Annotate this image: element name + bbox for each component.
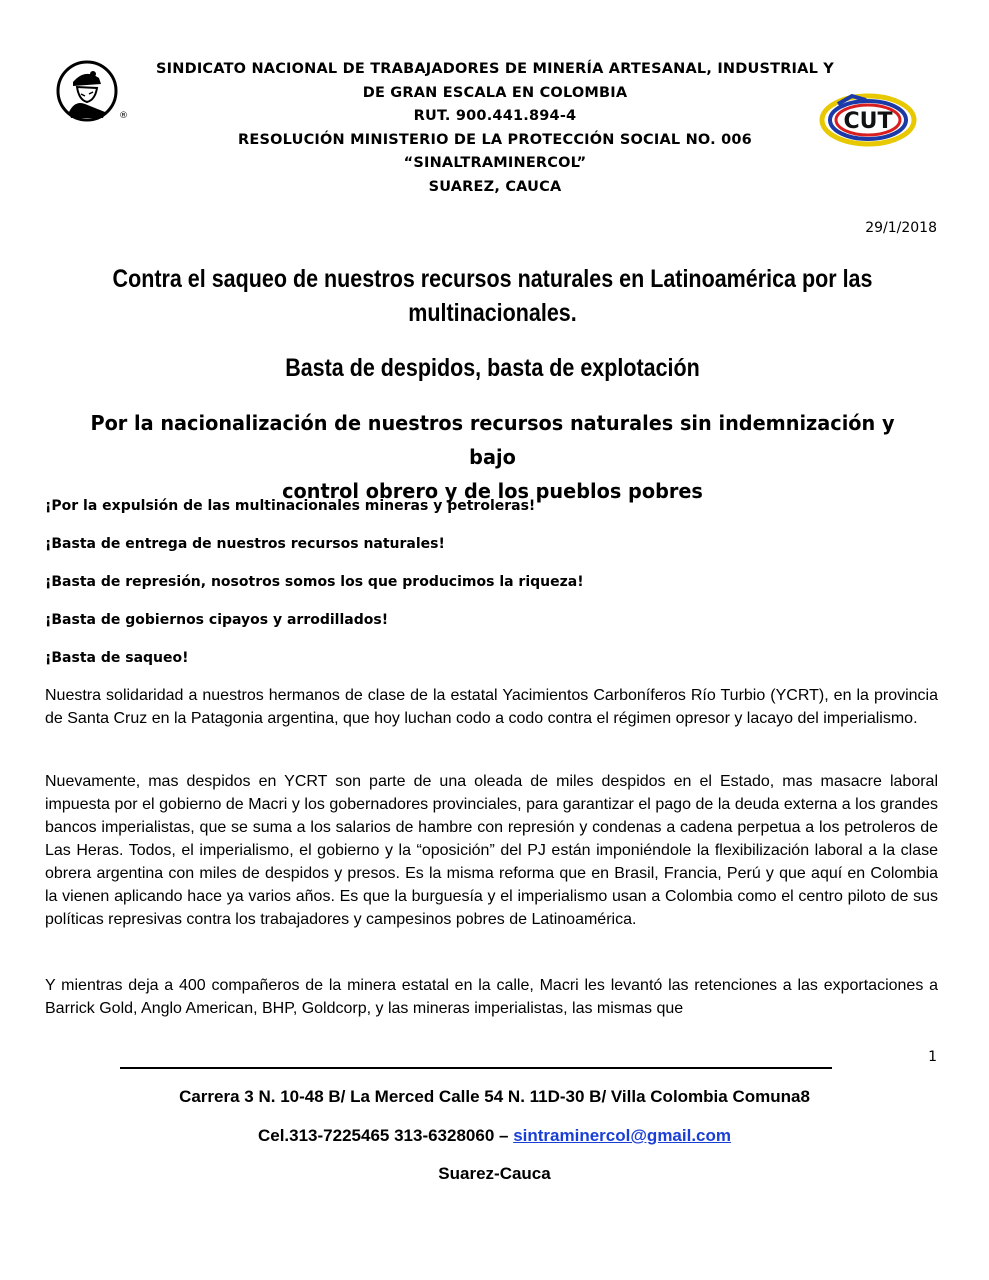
- body-paragraph: Nuestra solidaridad a nuestros hermanos de clase de la estatal Yacimientos Carboníferos Río Turbio (YCRT), en la provincia de Santa Cruz en la Patagonia argentina, que hoy luchan codo a codo contra el régimen opresor y lacayo del imperialismo.: [45, 687, 938, 727]
- union-name-line2: DE GRAN ESCALA EN COLOMBIA: [362, 84, 628, 101]
- main-title: [103, 262, 881, 330]
- slogan-item: ¡Basta de saqueo!: [45, 650, 189, 666]
- union-acronym: “SINALTRAMINERCOL”: [403, 155, 587, 171]
- page-number: 1: [928, 1049, 937, 1065]
- slogan-item: ¡Basta de represión, nosotros somos los que producimos la riqueza!: [45, 574, 584, 590]
- cut-logo-text: CUT: [843, 109, 893, 134]
- union-name-line1: SINDICATO NACIONAL DE TRABAJADORES DE MINERÍA ARTESANAL, INDUSTRIAL Y: [156, 61, 834, 77]
- subtitle: [72, 406, 913, 508]
- footer-address: Carrera 3 N. 10-48 B/ La Merced Calle 54 N. 11D-30 B/ Villa Colombia Comuna8: [179, 1087, 810, 1106]
- document-date: 29/1/2018: [865, 220, 937, 236]
- resolution-line: RESOLUCIÓN MINISTERIO DE LA PROTECCIÓN SOCIAL NO. 006: [238, 131, 752, 148]
- rut-number: RUT. 900.441.894-4: [413, 108, 577, 124]
- subtitle-line1: Por la nacionalización de nuestros recursos naturales sin indemnización y bajo: [90, 411, 895, 469]
- main-title-line2: multinacionales.: [408, 299, 577, 327]
- registered-mark: ®: [119, 111, 128, 121]
- slogan-list: [45, 496, 584, 686]
- body-paragraph: Nuevamente, mas despidos en YCRT son parte de una oleada de miles despidos en el Estado, mas masacre laboral impuesta por el gobierno de Macri y los gobernadores provinciales, para garantizar el pago de la deuda externa a los grandes bancos imperialistas, que se suma a los salarios de hambre con represión y condenas a cadena perpetua a los petroleros de Las Heras. Todos, el imperialismo, el gobierno y la “oposición” del PJ están imponiéndole la flexibilización laboral a la clase obrera argentina con miles de despidos y presos. Es la misma reforma que en Brasil, Francia, Perú y que aquí en Colombia la vienen aplicando hace ya varios años. Es que la burguesía y el imperialismo usan a Colombia como el centro piloto de sus políticas represivas contra los trabajadores y campesinos pobres de Latinoamérica.: [45, 773, 938, 928]
- footer-phones: Cel.313-7225465 313-6328060 –: [257, 1126, 509, 1145]
- subtitle-line2: control obrero y de los pueblos pobres: [282, 479, 703, 503]
- slogan-item: ¡Por la expulsión de las multinacionales mineras y petroleras!: [45, 498, 536, 514]
- union-location: SUAREZ, CAUCA: [428, 178, 562, 195]
- main-title-line1: Contra el saqueo de nuestros recursos naturales en Latinoamérica por las: [112, 265, 873, 293]
- email-link[interactable]: sintraminercol@gmail.com: [513, 1126, 732, 1145]
- miner-logo-icon: [55, 60, 127, 122]
- footer-city: Suarez-Cauca: [438, 1164, 551, 1183]
- second-title: Basta de despidos, basta de explotación: [285, 354, 700, 382]
- footer-divider: [120, 1067, 832, 1069]
- letterhead: [130, 58, 860, 199]
- slogan-item: ¡Basta de entrega de nuestros recursos naturales!: [45, 536, 445, 552]
- body-paragraph: Y mientras deja a 400 compañeros de la minera estatal en la calle, Macri les levantó las retenciones a las exportaciones a Barrick Gold, Anglo American, BHP, Goldcorp, y las mineras imperialistas, las mismas que: [45, 977, 938, 1017]
- slogan-item: ¡Basta de gobiernos cipayos y arrodillados!: [45, 612, 389, 628]
- footer-contact: [0, 1126, 989, 1146]
